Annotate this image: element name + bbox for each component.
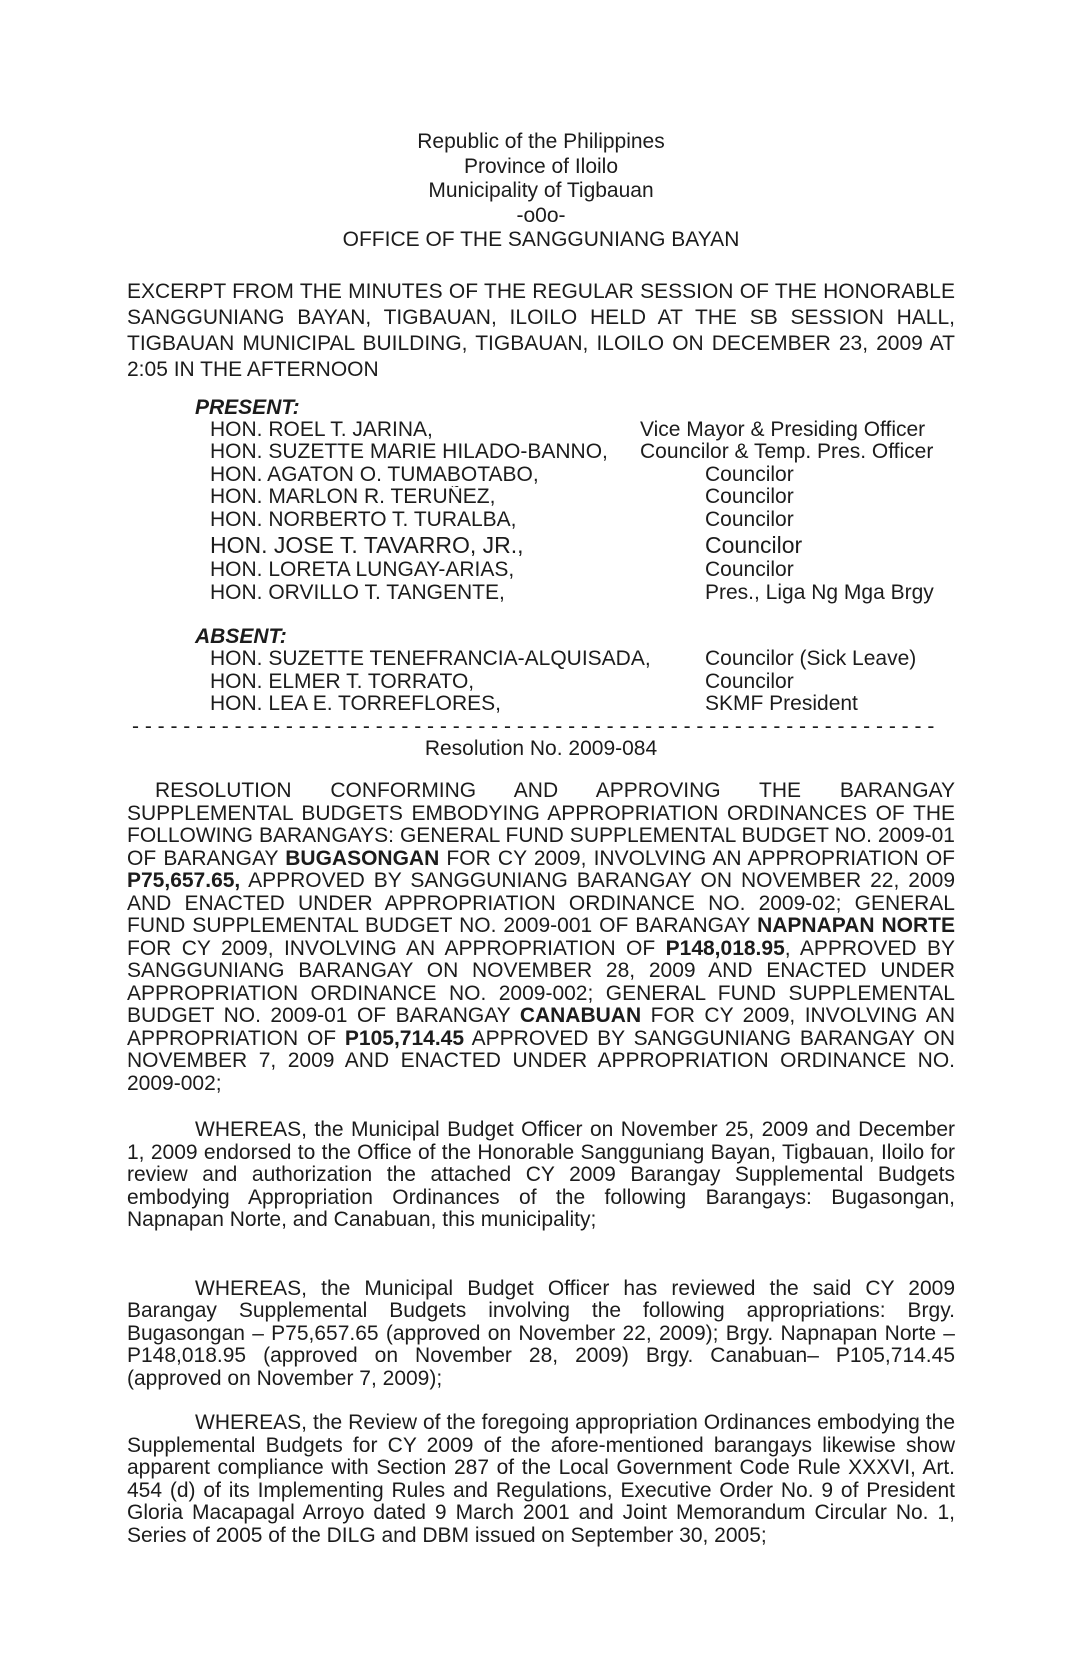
attendee-role: SKMF President xyxy=(705,692,858,715)
resolution-segment: FOR CY 2009, INVOLVING AN APPROPRIATION OF xyxy=(127,936,666,960)
attendee-name: HON. AGATON O. TUMABOTABO, xyxy=(210,463,539,486)
attendee-row xyxy=(127,671,955,694)
attendee-name: HON. SUZETTE MARIE HILADO-BANNO, xyxy=(210,441,608,463)
letterhead-municipality: Municipality of Tigbauan xyxy=(428,179,654,202)
excerpt-heading: EXCERPT FROM THE MINUTES OF THE REGULAR SESSION OF THE HONORABLE SANGGUNIANG BAYAN, TIGBAUAN, ILOILO HELD AT THE SB SESSION HALL, TIGBAUAN MUNICIPAL BUILDING, TIGBAUAN, ILOILO ON DECEMBER 23, 2009 AT 2:05 IN THE AFTERNOON xyxy=(127,279,955,381)
attendee-name: HON. LORETA LUNGAY-ARIAS, xyxy=(210,559,515,581)
attendee-row xyxy=(127,419,955,442)
attendee-role: Pres., Liga Ng Mga Brgy xyxy=(705,580,934,604)
letterhead-province: Province of Iloilo xyxy=(463,154,619,178)
whereas-paragraph-2: WHEREAS, the Municipal Budget Officer has reviewed the said CY 2009 Barangay Supplemental Budgets involving the following appropriations: Brgy. Bugasongan – P75,657.65 (approved on November 22, 2009); Brgy. Napnapan Norte – P148,018.95 (approved on November 28, 2009) Brgy. Canabuan– P105,714.45 (approved on November 7, 2009); xyxy=(127,1276,955,1390)
attendee-row xyxy=(127,531,955,559)
resolution-segment: FOR CY 2009, INVOLVING AN APPROPRIATION OF xyxy=(127,1004,955,1050)
attendee-role: Councilor xyxy=(705,669,794,693)
letterhead-ornament: -o0o- xyxy=(516,203,566,227)
resolution-body xyxy=(127,780,955,1095)
resolution-segment-barangay-canabuan: CANABUAN xyxy=(519,1004,642,1027)
attendee-role: Councilor xyxy=(705,558,794,581)
attendee-row xyxy=(127,693,955,716)
attendee-name: HON. ROEL T. JARINA, xyxy=(210,418,433,441)
resolution-segment: FOR CY 2009, INVOLVING AN APPROPRIATION OF xyxy=(439,846,955,870)
attendee-role: Councilor xyxy=(705,507,794,531)
attendee-role: Councilor xyxy=(705,462,794,486)
attendee-name: HON. LEA E. TORREFLORES, xyxy=(210,693,501,715)
attendee-row xyxy=(127,486,955,509)
attendee-row xyxy=(127,441,955,464)
dashed-divider: - - - - - - - - - - - - - - - - - - - - - - - - - - - - - - - - - - - - - - - - - - - - - - - - - - - - - - - - - - - - - - - xyxy=(132,715,935,738)
whereas-paragraph-1: WHEREAS, the Municipal Budget Officer on November 25, 2009 and December 1, 2009 endorsed to the Office of the Honorable Sangguniang Bayan, Tigbauan, Iloilo for review and authorization the attached CY 2009 Barangay Supplemental Budgets embodying Appropriation Ordinances of the following Barangays: Bugasongan, Napnapan Norte, and Canabuan, this municipality; xyxy=(127,1118,955,1231)
letterhead xyxy=(127,130,955,253)
document-content xyxy=(127,0,955,1547)
attendee-role: Vice Mayor & Presiding Officer xyxy=(640,417,926,441)
letterhead-republic: Republic of the Philippines xyxy=(417,130,665,153)
resolution-segment-amount-napnapan: P148,018.95 xyxy=(665,936,785,960)
attendee-name: HON. SUZETTE TENEFRANCIA-ALQUISADA, xyxy=(210,648,651,670)
resolution-number: Resolution No. 2009-084 xyxy=(424,736,658,760)
attendee-role: Councilor & Temp. Pres. Officer xyxy=(640,440,934,463)
attendee-role: Councilor xyxy=(705,485,794,508)
present-list xyxy=(127,419,955,605)
present-label: PRESENT: xyxy=(195,395,300,419)
resolution-segment: APPROVED BY SANGGUNIANG BARANGAY ON NOVEMBER 22, 2009 AND ENACTED UNDER APPROPRIATION ORDINANCE NO. 2009-02; GENERAL FUND SUPPLEMENTAL BUDGET NO. 2009-001 OF BARANGAY xyxy=(127,869,955,937)
attendee-row xyxy=(127,582,955,605)
attendee-name: HON. MARLON R. TERUÑEZ, xyxy=(210,486,496,508)
attendee-row xyxy=(127,464,955,487)
whereas-paragraph-3: WHEREAS, the Review of the foregoing appropriation Ordinances embodying the Supplemental Budgets for CY 2009 of the afore-mentioned barangays likewise show apparent compliance with Section 287 of the Local Government Code Rule XXXVI, Art. 454 (d) of its Implementing Rules and Regulations, Executive Order No. 9 of President Gloria Macapagal Arroyo dated 9 March 2001 and Joint Memorandum Circular No. 1, Series of 2005 of the DILG and DBM issued on September 30, 2005; xyxy=(127,1411,955,1547)
resolution-segment: APPROVED BY SANGGUNIANG BARANGAY ON NOVEMBER 7, 2009 AND ENACTED UNDER APPROPRIATION ORDINANCE NO. 2009-002; xyxy=(127,1026,955,1095)
attendee-name: HON. JOSE T. TAVARRO, JR., xyxy=(210,532,524,558)
absent-list xyxy=(127,648,955,716)
attendee-name: HON. ORVILLO T. TANGENTE, xyxy=(210,581,505,604)
resolution-segment: , APPROVED BY SANGGUNIANG BARANGAY ON NOVEMBER 28, 2009 AND ENACTED UNDER APPROPRIATION ORDINANCE NO. 2009-002; GENERAL FUND SUPPLEMENTAL BUDGET NO. 2009-01 OF BARANGAY xyxy=(127,936,955,1027)
attendee-row xyxy=(127,509,955,532)
attendee-role: Councilor (Sick Leave) xyxy=(705,647,917,670)
attendee-row xyxy=(127,648,955,671)
attendee-name: HON. ELMER T. TORRATO, xyxy=(210,670,475,693)
attendee-row xyxy=(127,559,955,582)
attendee-role: Councilor xyxy=(705,532,803,558)
attendee-name: HON. NORBERTO T. TURALBA, xyxy=(210,508,517,531)
absent-label: ABSENT: xyxy=(195,625,287,648)
letterhead-office: OFFICE OF THE SANGGUNIANG BAYAN xyxy=(342,228,740,251)
resolution-segment-barangay-bugasongan: BUGASONGAN xyxy=(285,846,440,870)
resolution-segment-amount-bugasongan: P75,657.65, xyxy=(127,869,241,892)
resolution-segment-barangay-napnapan-norte: NAPNAPAN NORTE xyxy=(757,914,955,937)
resolution-segment-amount-canabuan: P105,714.45 xyxy=(344,1026,465,1050)
resolution-segment: RESOLUTION CONFORMING AND APPROVING THE BARANGAY SUPPLEMENTAL BUDGETS EMBODYING APPROPRIATION ORDINANCES OF THE FOLLOWING BARANGAYS: GENERAL FUND SUPPLEMENTAL BUDGET NO. 2009-01 OF BARANGAY xyxy=(127,779,955,870)
